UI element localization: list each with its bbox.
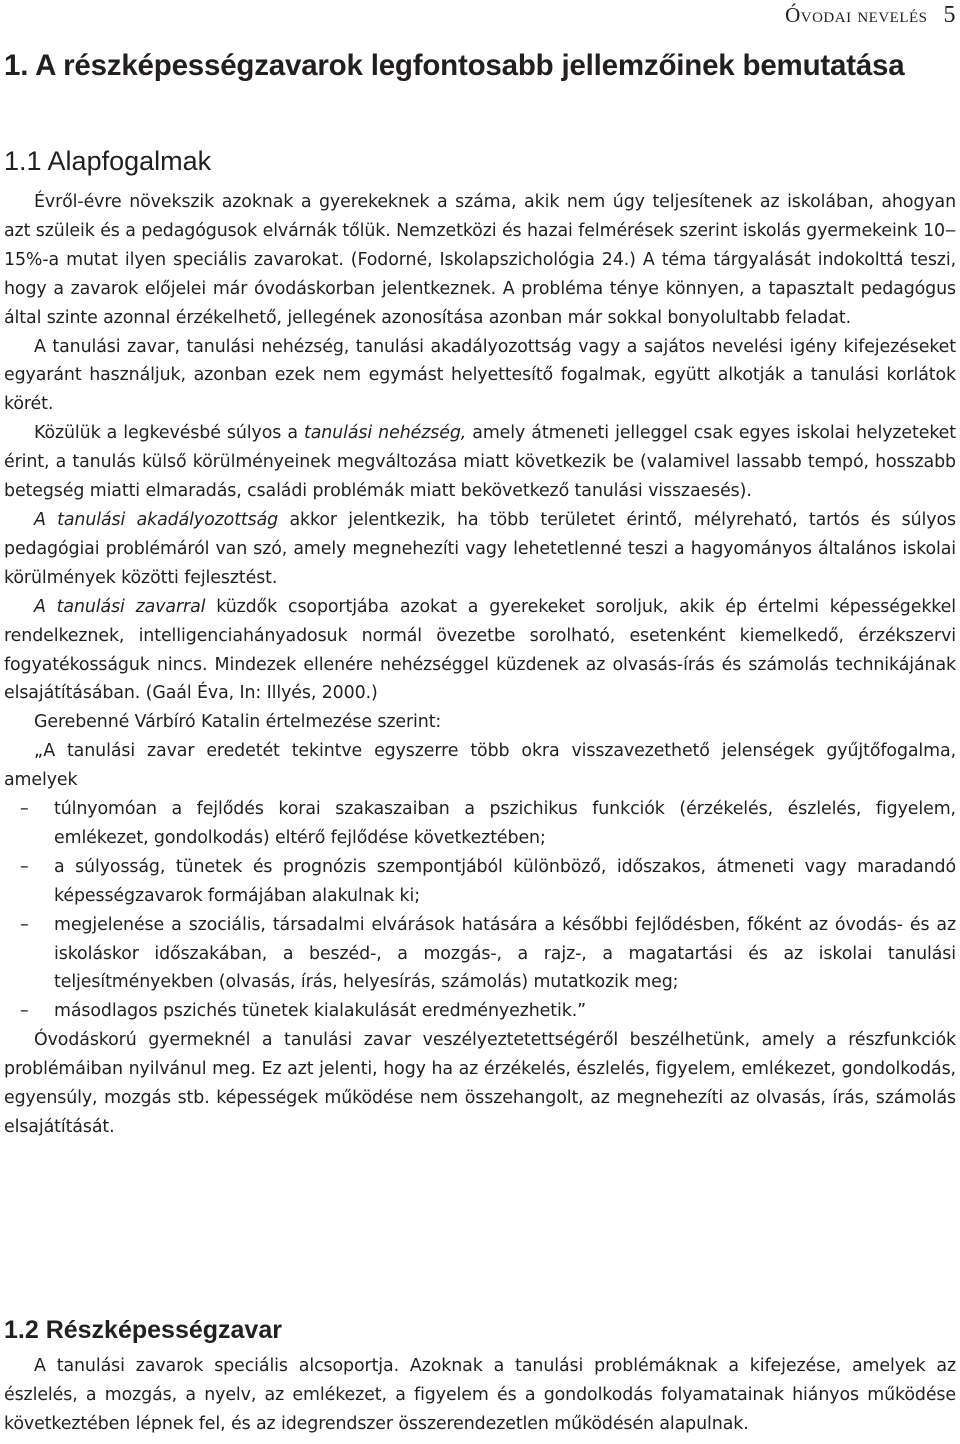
text-run: amely átmeneti jelleggel csak egyes iskolai helyzeteket érint, a tanulás külső körülményeinek megváltozása miatt következik be (valamivel lassabb tempó, hosszabb betegség miatti elmaradás, családi problémák miatt bekövetkező tanulási visszaesés). <box>4 423 956 502</box>
list-item <box>4 853 956 911</box>
paragraph <box>4 506 956 593</box>
paragraph <box>4 419 956 506</box>
emphasis-term: A tanulási zavarral <box>34 596 206 617</box>
dash-bullet: – <box>20 856 29 877</box>
paragraph: A tanulási zavarok speciális alcsoportja. Azoknak a tanulási problémáknak a kifejezése, amelyek az észlelés, a mozgás, a nyelv, az emlékezet, a figyelem és a gondolkodás folyamatainak hiányos működése következtében lépnek fel, és az idegrendszer összerendezetlen működésén alapulnak. <box>4 1356 956 1434</box>
section-1-1-body <box>4 188 956 1142</box>
paragraph: Óvodáskorú gyermeknél a tanulási zavar veszélyeztetettségéről beszélhetünk, amely a részfunkciók problémáiban nyilvánul meg. Ez azt jelenti, hogy ha az érzékelés, észlelés, figyelem, emlékezet, gondolkodás, egyensúly, mozgás stb. képességek működése nem összehangolt, az megnehezíti az olvasás, írás, számolás elsajátítását. <box>4 1030 956 1137</box>
section-1-1-title: 1.1 Alapfogalmak <box>4 146 212 176</box>
text-run: akkor jelentkezik, ha több területet érintő, mélyreható, tartós és súlyos pedagógiai problémáról van szó, amely megnehezíti vagy lehetetlenné teszi a hagyományos általános iskolai körülmények közötti fejlesztést. <box>4 509 956 588</box>
quote-intro: „A tanulási zavar eredetét tekintve egyszerre több okra visszavezethető jelenségek gyűjtőfogalma, amelyek <box>4 741 956 791</box>
paragraph <box>4 593 956 709</box>
text-run: Közülük a legkevésbé súlyos a <box>34 423 304 444</box>
list-item-text: másodlagos pszichés tünetek kialakulását eredményezhetik.” <box>54 1001 587 1022</box>
paragraph: Gerebenné Várbíró Katalin értelmezése szerint: <box>34 712 442 733</box>
list-item-text: megjelenése a szociális, társadalmi elvárások hatására a későbbi fejlődésben, főként az óvodás- és az iskoláskor időszakában, a beszéd-, a mozgás-, a rajz-, a magatartási és az iskolai tanulási teljesítményekben (olvasás, írás, helyesírás, számolás) mutatkozik meg; <box>54 914 956 993</box>
dash-bullet: – <box>20 1001 29 1022</box>
section-1-2-body <box>4 1352 956 1439</box>
list-item <box>4 911 956 998</box>
paragraph: A tanulási zavar, tanulási nehézség, tanulási akadályozottság vagy a sajátos nevelési igény kifejezéseket egyaránt használjuk, azonban ezek nem egymást helyettesítő fogalmak, együtt alkotják a tanulási korlátok körét. <box>4 336 956 415</box>
running-header <box>785 0 956 30</box>
list-item <box>4 795 956 853</box>
section-1-2-title: 1.2 Részképességzavar <box>4 1316 282 1344</box>
running-header-section: Óvodai nevelés <box>785 2 928 27</box>
emphasis-term: tanulási nehézség, <box>303 423 467 444</box>
emphasis-term: A tanulási akadályozottság <box>34 509 279 530</box>
page-number: 5 <box>943 1 956 28</box>
paragraph: Évről-évre növekszik azoknak a gyerekeknek a száma, akik nem úgy teljesítenek az iskolában, ahogyan azt szüleik és a pedagógusok elvárnák tőlük. Nemzetközi és hazai felmérések szerint iskolás gyermekeink 10‒15%-a mutat ilyen speciális zavarokat. (Fodorné, Iskolapszichológia 24.) A téma tárgyalását indokolttá teszi, hogy a zavarok előjelei már óvodáskorban jelentkeznek. A probléma ténye könnyen, a tapasztalt pedagógus által szinte azonnal érzékelhető, jellegének azonosítása azonban már sokkal bonyolultabb feladat. <box>4 192 956 328</box>
list-item-text: túlnyomóan a fejlődés korai szakaszaiban a pszichikus funkciók (érzékelés, észlelés, figyelem, emlékezet, gondolkodás) eltérő fejlődése következtében; <box>54 799 956 848</box>
list-item <box>4 997 956 1026</box>
definition-list <box>4 795 956 1026</box>
dash-bullet: – <box>20 914 29 935</box>
dash-bullet: – <box>20 799 29 820</box>
text-run: küzdők csoportjába azokat a gyerekeket soroljuk, akik ép értelmi képességekkel rendelkeznek, intelligenciahányadosuk normál övezetbe sorolható, esetenként kiemelkedő, érzékszervi fogyatékosságuk nincs. Mindezek ellenére nehézséggel küzdenek az olvasás-írás és számolás technikájának elsajátításában. (Gaál Éva, In: Illyés, 2000.) <box>4 596 956 704</box>
chapter-title: 1. A részképességzavarok legfontosabb jellemzőinek bemutatása <box>4 49 905 82</box>
list-item-text: a súlyosság, tünetek és prognózis szempontjából különböző, időszakos, átmeneti vagy maradandó képességzavarok formájában alakulnak ki; <box>54 856 956 906</box>
